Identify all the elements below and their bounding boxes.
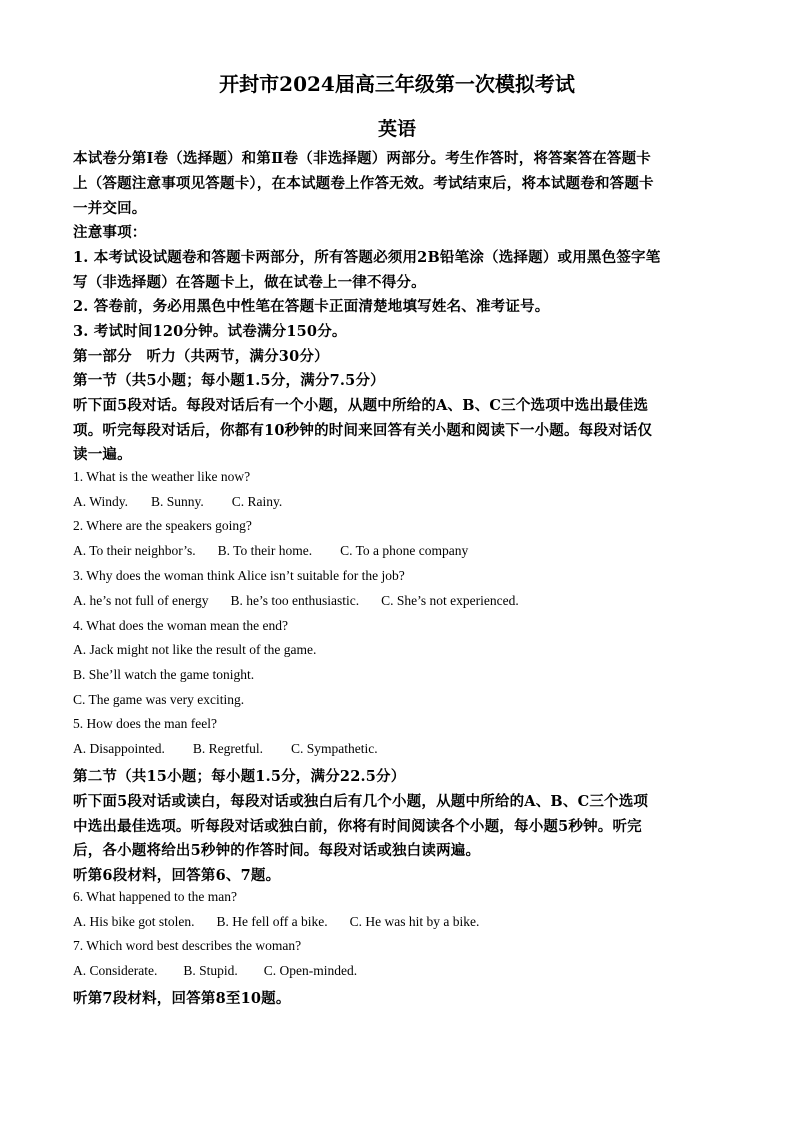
part-heading: 第一部分 听力（共两节，满分30分） <box>73 348 329 365</box>
question-text: 7. Which word best describes the woman? <box>73 938 302 953</box>
option-a: A. Windy. <box>73 494 128 509</box>
option-b: B. Stupid. <box>183 963 238 978</box>
option-c: C. He was hit by a bike. <box>349 914 480 929</box>
section-heading: 第一节（共5小题；每小题1.5分，满分7.5分） <box>73 372 385 389</box>
option-b: B. he’s too enthusiastic. <box>230 593 360 608</box>
notice-line: 3. 考试时间120分钟。试卷满分150分。 <box>73 323 347 340</box>
question-text: 1. What is the weather like now? <box>73 469 251 484</box>
question-options <box>73 741 378 757</box>
exam-title: 开封市2024届高三年级第一次模拟考试 <box>219 72 575 96</box>
notice-line: 1. 本考试设试题卷和答题卡两部分，所有答题必须用2B铅笔涂（选择题）或用黑色签字笔 <box>73 249 661 266</box>
material-heading: 听第6段材料，回答第6、7题。 <box>73 867 281 884</box>
option-a: A. His bike got stolen. <box>73 914 195 929</box>
notice-line: 2. 答卷前，务必用黑色中性笔在答题卡正面清楚地填写姓名、准考证号。 <box>73 298 550 315</box>
option-a: A. Disappointed. <box>73 741 165 756</box>
option-a: A. he’s not full of energy <box>73 593 209 608</box>
question-text: 4. What does the woman mean the end? <box>73 618 288 633</box>
option-a: A. Jack might not like the result of the game. <box>73 642 317 657</box>
section-heading: 第二节（共15小题；每小题1.5分，满分22.5分） <box>73 768 406 785</box>
option-c: C. To a phone company <box>340 543 469 558</box>
option-c: C. The game was very exciting. <box>73 692 245 707</box>
material-heading: 听第7段材料，回答第8至10题。 <box>73 990 291 1007</box>
question-options <box>73 914 479 930</box>
instruction-line: 中选出最佳选项。听每段对话或独白前，你将有时间阅读各个小题，每小题5秒钟。听完 <box>73 818 642 835</box>
exam-subject: 英语 <box>377 118 416 140</box>
question-text: 2. Where are the speakers going? <box>73 518 252 533</box>
instruction-line: 后，各小题将给出5秒钟的作答时间。每段对话或独白读两遍。 <box>73 842 481 859</box>
option-b: B. To their home. <box>217 543 313 558</box>
instruction-line: 项。听完每段对话后，你都有10秒钟的时间来回答有关小题和阅读下一小题。每段对话仅 <box>73 422 653 439</box>
instruction-line: 读一遍。 <box>73 446 132 463</box>
question-options <box>73 963 357 979</box>
option-c: C. She’s not experienced. <box>381 593 519 608</box>
option-b: B. He fell off a bike. <box>216 914 328 929</box>
question-options <box>73 543 468 559</box>
instruction-line: 听下面5段对话或读白，每段对话或独白后有几个小题，从题中所给的A、B、C三个选项 <box>73 793 649 810</box>
option-b: B. She’ll watch the game tonight. <box>73 667 255 682</box>
intro-line: 本试卷分第Ⅰ卷（选择题）和第Ⅱ卷（非选择题）两部分。考生作答时，将答案答在答题卡 <box>73 150 651 167</box>
option-a: A. Considerate. <box>73 963 158 978</box>
option-c: C. Rainy. <box>231 494 283 509</box>
notice-line: 写（非选择题）在答题卡上，做在试卷上一律不得分。 <box>73 274 426 291</box>
question-text: 3. Why does the woman think Alice isn’t suitable for the job? <box>73 568 405 583</box>
notice-heading: 注意事项： <box>73 224 147 241</box>
question-options <box>73 593 519 609</box>
intro-line: 一并交回。 <box>73 200 147 217</box>
question-text: 5. How does the man feel? <box>73 716 217 731</box>
option-b: B. Regretful. <box>192 741 263 756</box>
option-c: C. Sympathetic. <box>291 741 378 756</box>
option-b: B. Sunny. <box>150 494 204 509</box>
question-text: 6. What happened to the man? <box>73 889 237 904</box>
option-a: A. To their neighbor’s. <box>73 543 196 558</box>
question-options <box>73 494 282 510</box>
intro-line: 上（答题注意事项见答题卡），在本试题卷上作答无效。考试结束后，将本试题卷和答题卡 <box>73 175 654 192</box>
option-c: C. Open-minded. <box>263 963 358 978</box>
instruction-line: 听下面5段对话。每段对话后有一个小题，从题中所给的A、B、C三个选项中选出最佳选 <box>73 397 649 414</box>
